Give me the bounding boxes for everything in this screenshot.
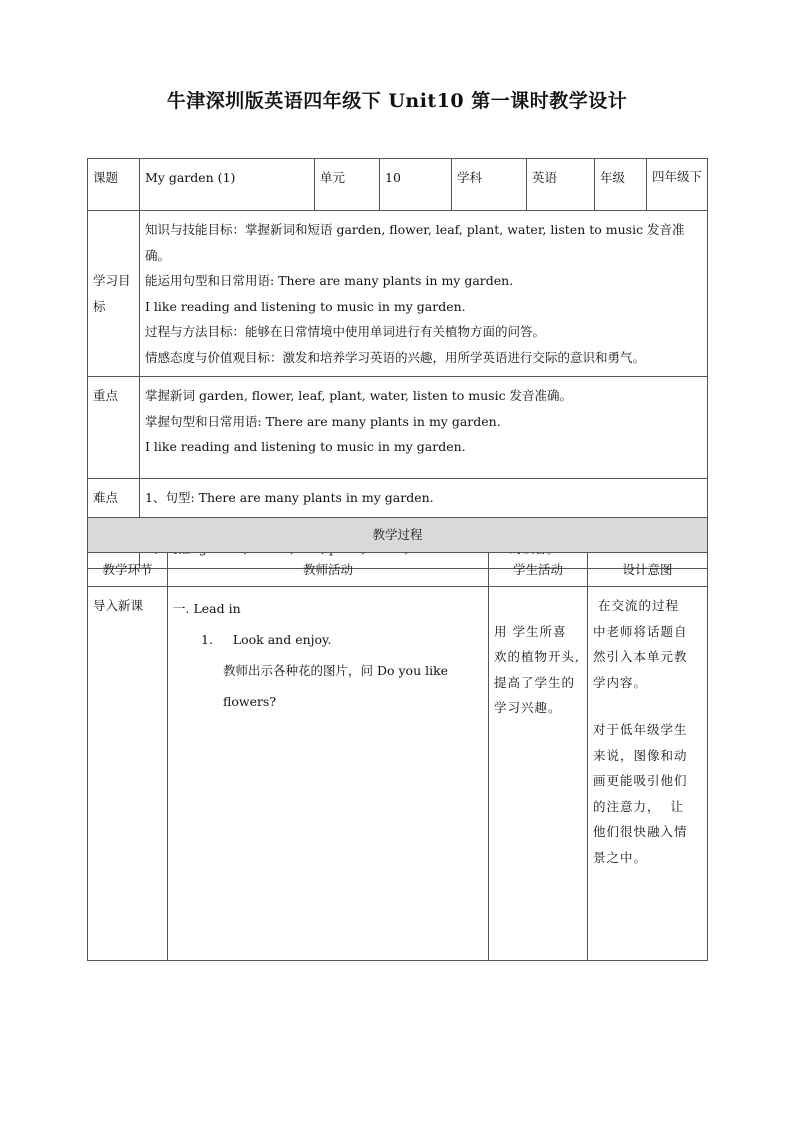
intent-line: 对于低年级学生 [593,722,688,737]
intent-line: 然引入本单元教 [593,649,688,664]
key-points-content [140,377,708,479]
intent-line: 画更能吸引他们 [593,773,688,788]
objective-line: I like reading and listening to music in my garden. [145,298,466,314]
subject-label: 学科 [452,159,527,211]
objectives-content [140,211,708,377]
intent-line: 景之中。 [593,849,648,865]
step-heading: 一. Lead in [173,601,241,616]
objective-line: 情感态度与价值观目标：激发和培养学习英语的兴趣，用所学英语进行交际的意识和勇气。 [145,349,646,365]
course-label: 课题 [88,159,140,211]
key-point-line: 掌握句型和日常用语: There are many plants in my garden. [145,413,501,429]
key-points-label: 重点 [88,377,140,479]
teacher-cell [168,587,489,961]
intent-line: 在交流的过程 [593,598,679,613]
header-teacher: 教师活动 [168,552,489,587]
student-cell [489,587,588,961]
teacher-desc: flowers? [223,694,277,709]
grade-value: 四年级下 [647,159,708,211]
objectives-row [88,211,708,377]
info-row [88,159,708,211]
section-title-row [88,518,708,553]
grade-label: 年级 [595,159,647,211]
student-line: 学习兴趣。 [494,700,562,715]
subject-value: 英语 [527,159,595,211]
item-number: 1. [201,632,213,647]
intent-line: 的注意力， 让 [593,798,684,814]
difficulties-label: 难点 [88,479,140,569]
lesson-info-table [87,158,708,569]
item-text: Look and enjoy. [232,632,332,647]
header-row [88,552,708,587]
key-points-row [88,377,708,479]
section-title: 教学过程 [88,518,708,553]
unit-label: 单元 [315,159,380,211]
header-stage: 教学环节 [88,552,168,587]
objective-line: 知识与技能目标：掌握新词和短语 garden, flower, leaf, plant, water, listen to music 发音准确。 [145,222,685,263]
objectives-label: 学习目标 [88,211,140,377]
student-line: 欢的植物开头, [494,649,580,664]
intent-cell [588,587,708,961]
stage-cell: 导入新课 [88,587,168,961]
student-line: 用 学生所喜 [494,623,567,639]
step-item [173,624,483,655]
unit-value: 10 [380,159,452,211]
teacher-desc: 教师出示各种花的图片，问 Do you like [223,663,449,678]
header-student: 学生活动 [489,552,588,587]
course-value: My garden (1) [140,159,315,211]
intent-line: 中老师将话题自 [593,623,688,639]
student-line: 提高了学生的 [494,674,576,690]
intent-line: 学内容。 [593,674,648,690]
key-point-line: I like reading and listening to music in my garden. [145,439,466,454]
objective-line: 过程与方法目标：能够在日常情境中使用单词进行有关植物方面的问答。 [145,324,546,339]
key-point-line: 掌握新词 garden, flower, leaf, plant, water, listen to music 发音准确。 [145,388,573,403]
lead-in-row [88,587,708,961]
header-intent: 设计意图 [588,552,708,587]
intent-line: 他们很快融入情 [593,824,688,839]
difficulty-line: 1、句型: There are many plants in my garden. [145,490,434,505]
intent-line: 来说，图像和动 [593,747,688,763]
objective-line: 能运用句型和日常用语: There are many plants in my garden. [145,273,514,288]
document-title: 牛津深圳版英语四年级下 Unit10 第一课时教学设计 [166,90,628,112]
teaching-process-table [87,517,708,961]
